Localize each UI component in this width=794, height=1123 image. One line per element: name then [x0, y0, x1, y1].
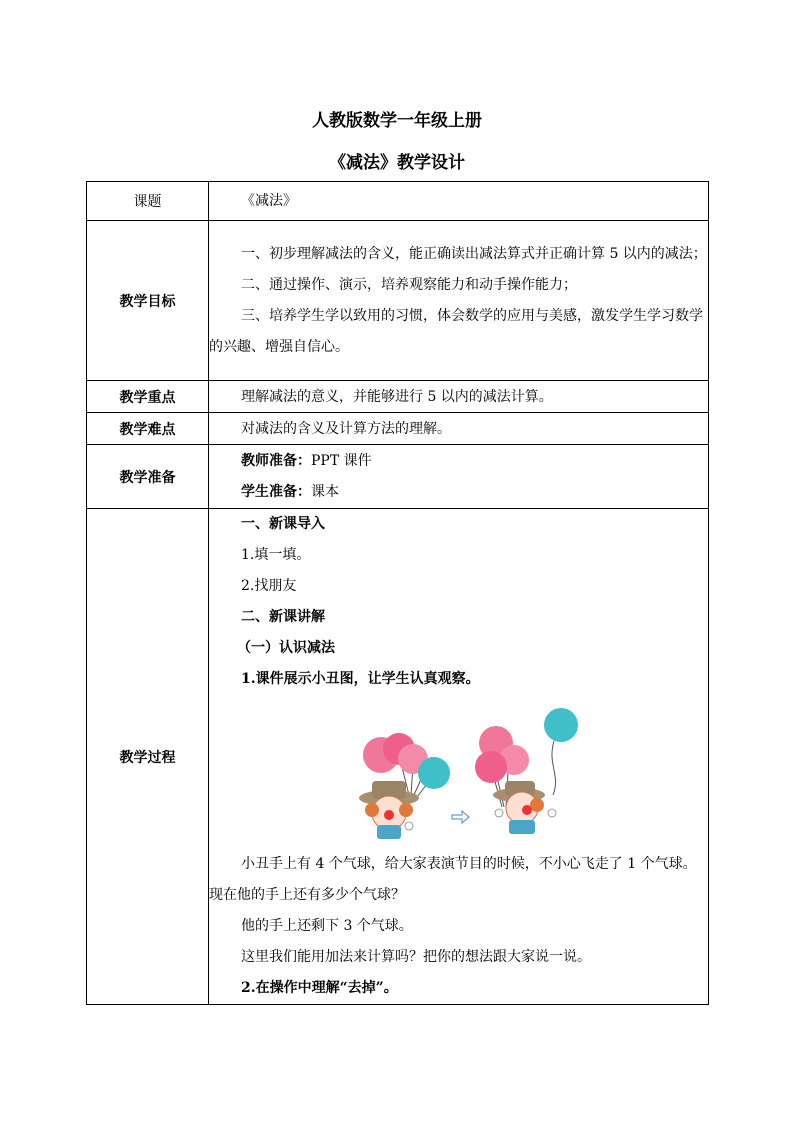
label-key: 教学重点 — [87, 381, 209, 413]
step-remove-operation: 2.在操作中理解“去掉”。 — [241, 980, 398, 996]
label-topic: 课题 — [87, 182, 209, 221]
label-prep: 教学准备 — [87, 445, 209, 509]
goal-2: 二、通过操作、演示，培养观察能力和动手操作能力； — [241, 276, 577, 293]
section-intro: 一、新课导入 — [241, 516, 325, 532]
clown-illustration — [209, 695, 708, 849]
value-goals — [209, 221, 709, 381]
balloon-clown-svg — [209, 695, 709, 849]
label-goals: 教学目标 — [87, 221, 209, 381]
lesson-plan-table — [86, 181, 709, 1005]
key-text: 理解减法的意义，并能够进行 5 以内的减法计算。 — [241, 388, 553, 405]
row-topic — [87, 182, 709, 221]
value-prep — [209, 445, 709, 509]
value-difficulty — [209, 413, 709, 445]
student-prep-value: 课本 — [311, 483, 339, 500]
arrow-right-icon — [452, 811, 469, 823]
intro-step-2: 2.找朋友 — [241, 578, 297, 594]
row-process — [87, 509, 709, 1005]
teacher-prep — [209, 446, 708, 477]
topic-text: 《减法》 — [241, 192, 297, 209]
document-subtitle: 《减法》教学设计 — [329, 153, 465, 173]
value-topic — [209, 182, 709, 221]
student-prep-label: 学生准备： — [241, 483, 311, 500]
row-key — [87, 381, 709, 413]
step-show-clown: 1.课件展示小丑图，让学生认真观察。 — [241, 671, 480, 687]
difficulty-text: 对减法的含义及计算方法的理解。 — [241, 420, 451, 437]
label-process: 教学过程 — [87, 509, 209, 1005]
document-title: 人教版数学一年级上册 — [312, 111, 482, 131]
teacher-prep-label: 教师准备： — [241, 452, 311, 469]
row-goals — [87, 221, 709, 381]
intro-step-1: 1.填一填。 — [241, 547, 311, 563]
value-process — [209, 509, 709, 1005]
discussion-prompt: 这里我们能用加法来计算吗？把你的想法跟大家说一说。 — [241, 949, 591, 965]
teacher-prep-value: PPT 课件 — [311, 452, 372, 469]
story-question: 小丑手上有 4 个气球，给大家表演节目的时候，不小心飞走了 1 个气球。现在他的手上还有多少个气球？ — [209, 856, 697, 903]
subsection-subtraction: （一）认识减法 — [237, 640, 335, 656]
row-difficulty — [87, 413, 709, 445]
label-difficulty: 教学难点 — [87, 413, 209, 445]
goal-3: 三、培养学生学以致用的习惯，体会数学的应用与美感，激发学生学习数学的兴趣、增强自信心。 — [209, 307, 703, 355]
clown-before-illustration — [359, 733, 450, 839]
value-key — [209, 381, 709, 413]
row-prep — [87, 445, 709, 509]
section-new-lesson: 二、新课讲解 — [241, 609, 325, 625]
goal-1: 一、初步理解减法的含义，能正确读出减法算式并正确计算 5 以内的减法； — [241, 245, 707, 262]
student-prep — [209, 477, 708, 508]
story-answer: 他的手上还剩下 3 个气球。 — [241, 918, 413, 934]
clown-after-illustration — [475, 708, 578, 834]
